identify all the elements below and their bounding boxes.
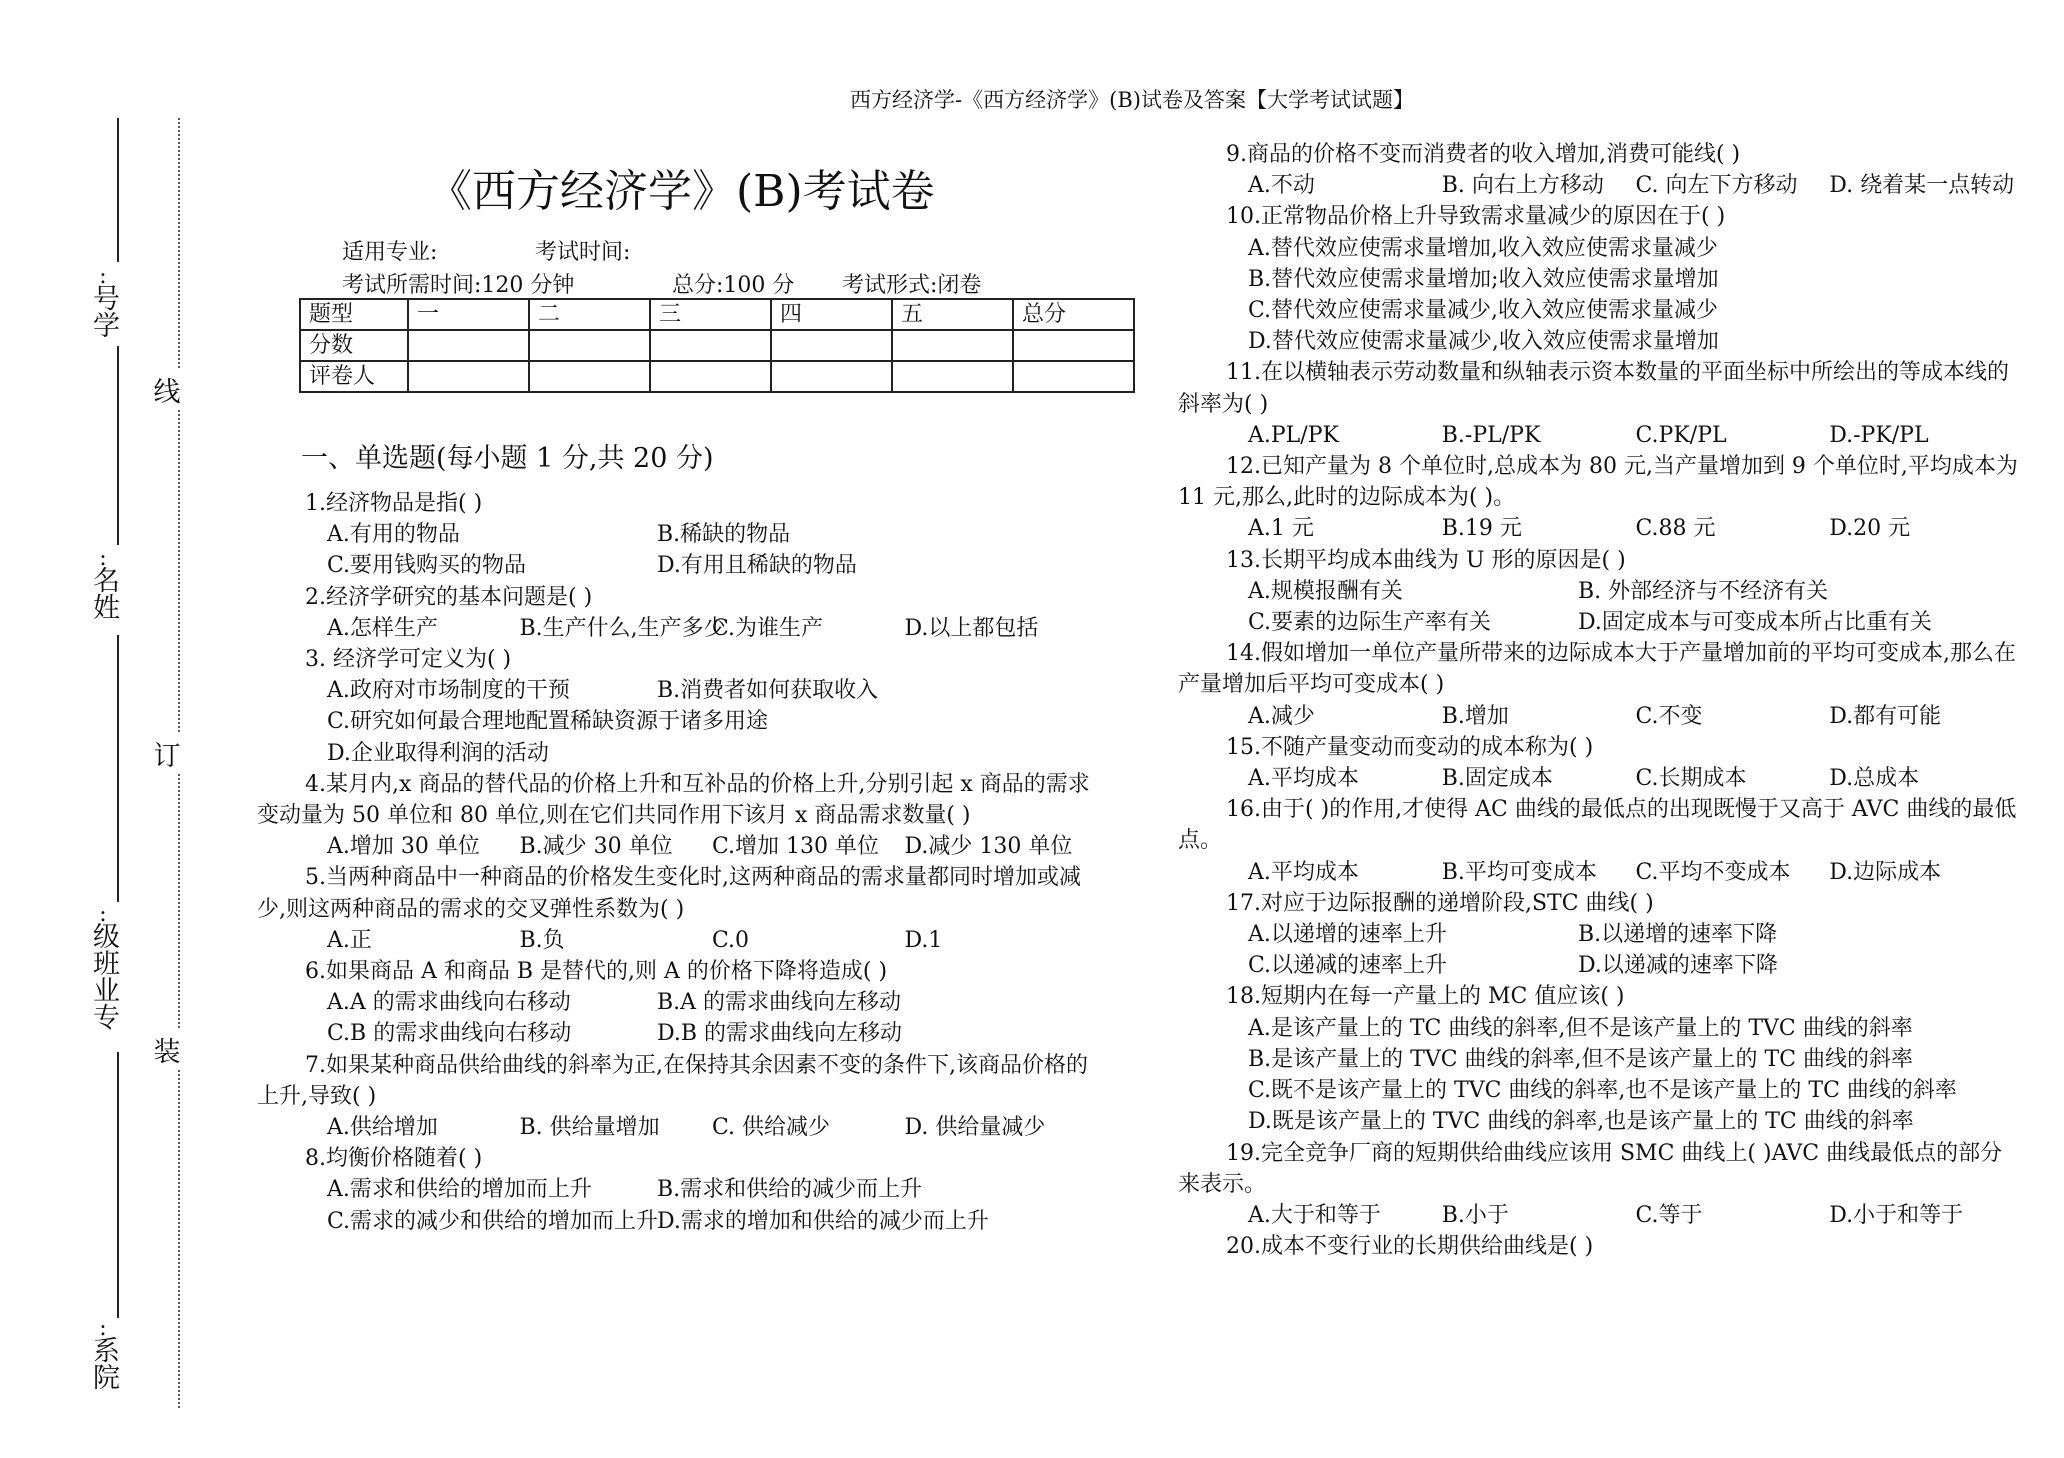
question-stem: 9.商品的价格不变而消费者的收入增加,消费可能线( ): [1226, 142, 1741, 167]
question-stem: 17.对应于边际报酬的递增阶段,STC 曲线( ): [1226, 890, 1654, 916]
answer-option[interactable]: A.替代效应使需求量增加,收入效应使需求量减少: [1248, 235, 1718, 261]
exam-time-label: 考试时间:: [535, 240, 631, 265]
answer-option[interactable]: A.1 元: [1248, 516, 1314, 542]
question-stem: 10.正常物品价格上升导致需求量减少的原因在于( ): [1226, 204, 1726, 230]
answer-option[interactable]: B.-PL/PK: [1441, 422, 1541, 448]
question-item: [257, 582, 1097, 644]
answer-option[interactable]: B.需求和供给的减少而上升: [657, 1177, 923, 1203]
answer-option[interactable]: B. 向右上方移动: [1441, 173, 1604, 199]
answer-option[interactable]: A.不动: [1248, 173, 1315, 199]
grader-cell[interactable]: [408, 361, 529, 392]
question-stem: 11.在以横轴表示劳动数量和纵轴表示资本数量的平面坐标中所绘出的等成本线的斜率为( ): [1178, 360, 2009, 417]
exam-title: 《西方经济学》(B)考试卷: [428, 166, 935, 217]
grader-cell[interactable]: [771, 361, 892, 392]
answer-option[interactable]: B.生产什么,生产多少: [519, 615, 726, 641]
answer-option[interactable]: C.0: [712, 927, 750, 953]
score-cell[interactable]: [650, 330, 771, 361]
score-row: [300, 330, 1134, 361]
answer-option[interactable]: B.减少 30 单位: [519, 834, 673, 860]
answer-option[interactable]: D. 供给量减少: [904, 1115, 1046, 1141]
question-item: [1178, 451, 2023, 545]
answer-option[interactable]: A.供给增加: [327, 1115, 438, 1141]
question-stem: 18.短期内在每一产量上的 MC 值应该( ): [1226, 984, 1625, 1010]
answer-option[interactable]: C.平均不变成本: [1635, 859, 1791, 885]
answer-option[interactable]: C.不变: [1635, 703, 1703, 729]
question-stem: 3. 经济学可定义为( ): [305, 647, 512, 673]
question-stem: 12.已知产量为 8 个单位时,总成本为 80 元,当产量增加到 9 个单位时,平均成本为 11 元,那么,此时的边际成本为( )。: [1178, 454, 2018, 511]
student-id-label: : 号学: [88, 264, 119, 338]
answer-option[interactable]: C.88 元: [1635, 516, 1716, 542]
question-item: [257, 488, 1097, 582]
question-stem: 8.均衡价格随着( ): [305, 1146, 483, 1172]
answer-option[interactable]: A.是该产量上的 TC 曲线的斜率,但不是该产量上的 TVC 曲线的斜率: [1248, 1015, 1913, 1041]
question-stem: 2.经济学研究的基本问题是( ): [305, 584, 593, 610]
answer-option[interactable]: D. 绕着某一点转动: [1829, 173, 2015, 199]
question-item: [257, 644, 1097, 769]
answer-option[interactable]: D.都有可能: [1829, 703, 1942, 729]
answer-option[interactable]: A.大于和等于: [1248, 1202, 1381, 1228]
answer-option[interactable]: A.A 的需求曲线向右移动: [327, 990, 571, 1016]
binding-mark-order: 订: [152, 734, 182, 773]
question-stem: 19.完全竞争厂商的短期供给曲线应该用 SMC 曲线上( )AVC 曲线最低点的部分来表示。: [1178, 1140, 2003, 1197]
answer-option[interactable]: A.减少: [1248, 703, 1315, 729]
score-header-cell: 题型: [300, 299, 408, 330]
binding-mark-line: 线: [152, 370, 182, 409]
answer-option[interactable]: B.以递增的速率下降: [1578, 922, 1778, 948]
answer-option[interactable]: B. 供给量增加: [519, 1115, 660, 1141]
question-item: [1178, 357, 2023, 451]
answer-option[interactable]: B.A 的需求曲线向左移动: [657, 990, 902, 1016]
grader-cell[interactable]: [650, 361, 771, 392]
question-item: [1178, 139, 2023, 201]
answer-option[interactable]: D.需求的增加和供给的减少而上升: [657, 1208, 989, 1234]
question-item: [1178, 794, 2023, 888]
score-table: [299, 298, 1135, 393]
exam-duration: 考试所需时间:120 分钟: [342, 273, 575, 298]
question-stem: 20.成本不变行业的长期供给曲线是( ): [1226, 1234, 1594, 1260]
department-chars: 系院: [88, 1336, 119, 1390]
score-header-cell: 四: [771, 299, 892, 330]
score-header-cell: 三: [650, 299, 771, 330]
question-stem: 7.如果某种商品供给曲线的斜率为正,在保持其余因素不变的条件下,该商品价格的上升,导致( ): [257, 1052, 1088, 1109]
answer-option[interactable]: D.以上都包括: [904, 615, 1039, 641]
grader-row-label: 评卷人: [300, 361, 408, 392]
answer-option[interactable]: D.减少 130 单位: [904, 834, 1073, 860]
answer-option[interactable]: C.研究如何最合理地配置稀缺资源于诸多用途: [327, 709, 769, 735]
score-header-cell: 五: [892, 299, 1013, 330]
question-item: [257, 1050, 1097, 1144]
question-item: [257, 956, 1097, 1050]
answer-option[interactable]: D.B 的需求曲线向左移动: [657, 1021, 903, 1047]
page-header: 西方经济学-《西方经济学》(B)试卷及答案【大学考试试题】: [850, 88, 1414, 112]
answer-option[interactable]: D.既是该产量上的 TVC 曲线的斜率,也是该产量上的 TC 曲线的斜率: [1248, 1109, 1914, 1135]
answer-option[interactable]: C.长期成本: [1635, 766, 1747, 792]
answer-option[interactable]: C.需求的减少和供给的增加而上升: [327, 1208, 659, 1234]
answer-option[interactable]: B.平均可变成本: [1441, 859, 1597, 885]
question-stem: 16.由于( )的作用,才使得 AC 曲线的最低点的出现既慢于又高于 AVC 曲线的最低点。: [1178, 797, 2017, 854]
answer-option[interactable]: A.有用的物品: [327, 522, 460, 548]
grader-cell[interactable]: [1013, 361, 1134, 392]
answer-option[interactable]: D.固定成本与可变成本所占比重有关: [1578, 610, 1932, 636]
answer-option[interactable]: C.等于: [1635, 1202, 1703, 1228]
exam-form: 考试形式:闭卷: [842, 273, 982, 298]
answer-option[interactable]: A.规模报酬有关: [1248, 578, 1403, 604]
major-label: 适用专业:: [342, 240, 438, 265]
binding-mark-bind: 装: [152, 1030, 182, 1069]
questions-left-column: [257, 488, 1097, 1237]
answer-option[interactable]: D.20 元: [1829, 516, 1911, 542]
answer-option[interactable]: D.-PK/PL: [1829, 422, 1929, 448]
score-cell[interactable]: [408, 330, 529, 361]
answer-option[interactable]: C.替代效应使需求量减少,收入效应使需求量减少: [1248, 298, 1719, 324]
class-major-label: : 级班业专: [88, 902, 119, 1030]
total-score: 总分:100 分: [672, 273, 795, 298]
answer-option[interactable]: D.1: [904, 927, 943, 953]
answer-option[interactable]: D.小于和等于: [1829, 1202, 1964, 1228]
answer-option[interactable]: B.负: [519, 927, 565, 953]
question-item: [1178, 201, 2023, 357]
answer-option[interactable]: B.替代效应使需求量增加;收入效应使需求量增加: [1248, 266, 1719, 292]
question-item: [1178, 981, 2023, 1137]
grader-cell[interactable]: [529, 361, 650, 392]
answer-option[interactable]: D.总成本: [1829, 766, 1920, 792]
answer-option[interactable]: D.有用且稀缺的物品: [657, 553, 857, 579]
answer-option[interactable]: B.是该产量上的 TVC 曲线的斜率,但不是该产量上的 TC 曲线的斜率: [1248, 1046, 1914, 1072]
score-cell[interactable]: [529, 330, 650, 361]
answer-option[interactable]: C. 向左下方移动: [1635, 173, 1798, 199]
answer-option[interactable]: A.PL/PK: [1248, 422, 1339, 448]
question-stem: 15.不随产量变动而变动的成本称为( ): [1226, 734, 1594, 760]
question-item: [1178, 1231, 2023, 1262]
question-item: [1178, 1138, 2023, 1232]
question-item: [1178, 638, 2023, 732]
score-table-header: [300, 299, 1134, 330]
answer-option[interactable]: B.消费者如何获取收入: [657, 678, 879, 704]
answer-option[interactable]: D.替代效应使需求量减少,收入效应使需求量增加: [1248, 329, 1719, 355]
answer-option[interactable]: D.以递减的速率下降: [1578, 953, 1778, 979]
question-stem: 14.假如增加一单位产量所带来的边际成本大于产量增加前的平均可变成本,那么在产量增加后平均可变成本( ): [1178, 641, 2016, 698]
answer-option[interactable]: C.增加 130 单位: [712, 834, 880, 860]
question-stem: 4.某月内,x 商品的替代品的价格上升和互补品的价格上升,分别引起 x 商品的需求变动量为 50 单位和 80 单位,则在它们共同作用下该月 x 商品需求数量( ): [257, 771, 1090, 829]
student-id-chars: 号学: [88, 284, 119, 338]
answer-option[interactable]: C.要素的边际生产率有关: [1248, 610, 1492, 636]
score-cell[interactable]: [1013, 330, 1134, 361]
answer-option[interactable]: C.既不是该产量上的 TVC 曲线的斜率,也不是该产量上的 TC 曲线的斜率: [1248, 1078, 1957, 1104]
name-chars: 名姓: [88, 566, 119, 620]
answer-option[interactable]: D.企业取得利润的活动: [327, 740, 549, 766]
question-stem: 13.长期平均成本曲线为 U 形的原因是( ): [1226, 547, 1626, 573]
answer-option[interactable]: A.需求和供给的增加而上升: [327, 1177, 592, 1203]
class-major-chars: 级班业专: [88, 922, 119, 1030]
answer-option[interactable]: B.19 元: [1441, 516, 1522, 542]
answer-option[interactable]: A.政府对市场制度的干预: [327, 678, 570, 704]
questions-right-column: [1178, 139, 2023, 1262]
question-stem: 6.如果商品 A 和商品 B 是替代的,则 A 的价格下降将造成( ): [305, 959, 888, 985]
score-header-cell: 一: [408, 299, 529, 330]
grader-cell[interactable]: [892, 361, 1013, 392]
question-item: [257, 769, 1097, 863]
grader-row: [300, 361, 1134, 392]
department-label: : 系院: [88, 1316, 119, 1390]
answer-option[interactable]: A.平均成本: [1248, 766, 1359, 792]
answer-option[interactable]: C.要用钱购买的物品: [327, 553, 527, 579]
answer-option[interactable]: B.小于: [1441, 1202, 1509, 1228]
question-stem: 5.当两种商品中一种商品的价格发生变化时,这两种商品的需求量都同时增加或减少,则这两种商品的需求的交叉弹性系数为( ): [257, 865, 1081, 922]
answer-option[interactable]: C.为谁生产: [712, 615, 824, 641]
answer-option[interactable]: C.PK/PL: [1635, 422, 1727, 448]
question-item: [1178, 888, 2023, 982]
answer-option[interactable]: C.以递减的速率上升: [1248, 953, 1448, 979]
section-title: 一、单选题(每小题 1 分,共 20 分): [301, 443, 714, 474]
answer-option[interactable]: D.边际成本: [1829, 859, 1942, 885]
answer-option[interactable]: C. 供给减少: [712, 1115, 831, 1141]
answer-option[interactable]: B.增加: [1441, 703, 1509, 729]
score-header-cell: 总分: [1013, 299, 1134, 330]
answer-option[interactable]: B.固定成本: [1441, 766, 1553, 792]
score-row-label: 分数: [300, 330, 408, 361]
answer-option[interactable]: A.以递增的速率上升: [1248, 922, 1447, 948]
answer-option[interactable]: B. 外部经济与不经济有关: [1578, 578, 1829, 604]
question-item: [1178, 732, 2023, 794]
answer-option[interactable]: C.B 的需求曲线向右移动: [327, 1021, 572, 1047]
answer-option[interactable]: A.怎样生产: [327, 615, 438, 641]
question-item: [257, 862, 1097, 956]
answer-option[interactable]: B.稀缺的物品: [657, 522, 791, 548]
answer-option[interactable]: A.平均成本: [1248, 859, 1359, 885]
score-cell[interactable]: [771, 330, 892, 361]
question-item: [1178, 545, 2023, 639]
score-cell[interactable]: [892, 330, 1013, 361]
question-stem: 1.经济物品是指( ): [305, 491, 483, 516]
name-label: : 名姓: [88, 546, 119, 620]
answer-option[interactable]: A.正: [327, 927, 372, 953]
question-item: [257, 1143, 1097, 1237]
answer-option[interactable]: A.增加 30 单位: [327, 834, 480, 860]
score-header-cell: 二: [529, 299, 650, 330]
